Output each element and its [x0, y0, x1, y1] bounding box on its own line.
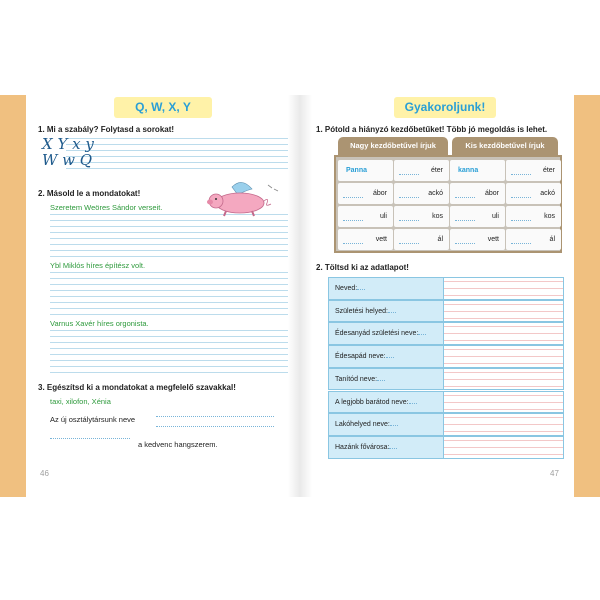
word-suffix: ál: [437, 236, 443, 243]
word-cell[interactable]: [506, 206, 561, 227]
example-word: kanna: [458, 167, 479, 174]
form-label: Édesanyád születési neve:: [328, 322, 444, 345]
word-cell[interactable]: [450, 206, 505, 227]
left-q1: 1. Mi a szabály? Folytasd a sorokat!: [38, 125, 175, 134]
blank[interactable]: [399, 243, 419, 244]
word-cell[interactable]: [506, 183, 561, 204]
form-row: [328, 436, 564, 459]
form-input[interactable]: [444, 322, 564, 345]
word-cell[interactable]: [450, 183, 505, 204]
fill-sentence-1: Az új osztálytársunk neve: [50, 415, 136, 424]
initial-letters-table: [334, 137, 562, 253]
writing-lines-2: [50, 267, 300, 315]
left-page: [26, 95, 288, 497]
form-row: [328, 391, 564, 414]
word-bank: taxi, xilofon, Xénia: [50, 397, 111, 406]
page-number-right: 47: [550, 469, 559, 478]
word-suffix: ábor: [372, 190, 387, 197]
word-suffix: uli: [491, 213, 499, 220]
handwriting-row-2: W w Q: [42, 151, 93, 169]
right-q1: 1. Pótold a hiányzó kezdőbetűket! Több jó megoldás is lehet.: [316, 125, 548, 134]
right-q2: 2. Töltsd ki az adatlapot!: [316, 263, 409, 272]
word-cell[interactable]: [338, 206, 393, 227]
word-suffix: ackó: [428, 190, 443, 197]
word-cell[interactable]: [506, 229, 561, 250]
data-form: [328, 277, 564, 459]
word-cell[interactable]: [394, 206, 449, 227]
word-suffix: vett: [375, 236, 387, 243]
fill-blank-2[interactable]: [50, 437, 130, 439]
word-suffix: ackó: [540, 190, 555, 197]
form-row: [328, 368, 564, 391]
word-cell[interactable]: [394, 183, 449, 204]
form-label: A legjobb barátod neve:: [328, 391, 444, 414]
word-suffix: kos: [544, 213, 555, 220]
form-label: Tanítód neve:: [328, 368, 444, 391]
form-row: [328, 413, 564, 436]
word-suffix: ábor: [484, 190, 499, 197]
form-label: Lakóhelyed neve:: [328, 413, 444, 436]
left-q2: 2. Másold le a mondatokat!: [38, 189, 141, 198]
word-suffix: kos: [432, 213, 443, 220]
word-cell[interactable]: [338, 229, 393, 250]
form-input[interactable]: [444, 436, 564, 459]
word-cell[interactable]: [394, 229, 449, 250]
sentence-1: Szeretem Weöres Sándor verseit.: [50, 203, 163, 212]
blank[interactable]: [343, 220, 363, 221]
right-page-title: Gyakoroljunk!: [394, 97, 496, 118]
blank[interactable]: [343, 197, 363, 198]
blank[interactable]: [511, 220, 531, 221]
word-cell[interactable]: [338, 183, 393, 204]
handwriting-lines-2: [66, 151, 300, 169]
fill-sentence-2: a kedvenc hangszerem.: [138, 440, 218, 449]
book-gutter: [288, 95, 312, 497]
form-row: [328, 345, 564, 368]
word-suffix: ál: [549, 236, 555, 243]
flying-pig-illustration: [202, 179, 282, 219]
form-input[interactable]: [444, 368, 564, 391]
word-suffix: uli: [379, 213, 387, 220]
form-row: [328, 277, 564, 300]
word-cell[interactable]: [338, 160, 393, 181]
writing-lines-3: [50, 325, 300, 373]
form-input[interactable]: [444, 300, 564, 323]
blank[interactable]: [399, 197, 419, 198]
handwriting-row-1: X Y x y: [42, 135, 94, 153]
form-input[interactable]: [444, 413, 564, 436]
right-page: [312, 95, 574, 497]
word-cell[interactable]: [506, 160, 561, 181]
word-cell[interactable]: [450, 160, 505, 181]
form-label: Édesapád neve:: [328, 345, 444, 368]
example-word: Panna: [346, 167, 368, 174]
form-row: [328, 322, 564, 345]
blank[interactable]: [343, 243, 363, 244]
blank[interactable]: [511, 197, 531, 198]
blank[interactable]: [455, 243, 475, 244]
word-suffix: vett: [487, 236, 499, 243]
word-suffix: éter: [542, 167, 555, 174]
sentence-2: Ybl Miklós híres építész volt.: [50, 261, 146, 270]
word-cell[interactable]: [394, 160, 449, 181]
word-grid: [334, 155, 562, 253]
tab-capital-letters: Nagy kezdőbetűvel írjuk: [338, 137, 448, 155]
sentence-3: Varnus Xavér híres orgonista.: [50, 319, 149, 328]
blank[interactable]: [455, 220, 475, 221]
blank[interactable]: [511, 243, 531, 244]
blank[interactable]: [511, 174, 531, 175]
book-spread: [0, 95, 600, 497]
form-label: Neved:: [328, 277, 444, 300]
blank[interactable]: [455, 197, 475, 198]
form-label: Születési helyed:: [328, 300, 444, 323]
word-suffix: éter: [430, 167, 443, 174]
blank[interactable]: [399, 174, 419, 175]
form-input[interactable]: [444, 277, 564, 300]
fill-blank-1a[interactable]: [156, 415, 274, 417]
book-edge-right: [574, 95, 600, 497]
form-input[interactable]: [444, 345, 564, 368]
book-edge-left: [0, 95, 26, 497]
blank[interactable]: [399, 220, 419, 221]
word-cell[interactable]: [450, 229, 505, 250]
form-row: [328, 300, 564, 323]
left-q3: 3. Egészítsd ki a mondatokat a megfelelő szavakkal!: [38, 383, 236, 392]
tab-small-letters: Kis kezdőbetűvel írjuk: [452, 137, 558, 155]
form-label: Hazánk fővárosa:: [328, 436, 444, 459]
form-input[interactable]: [444, 391, 564, 414]
page-number-left: 46: [40, 469, 49, 478]
fill-blank-1b[interactable]: [156, 425, 274, 427]
left-page-title: Q, W, X, Y: [114, 97, 212, 118]
handwriting-lines-1: [66, 133, 300, 151]
